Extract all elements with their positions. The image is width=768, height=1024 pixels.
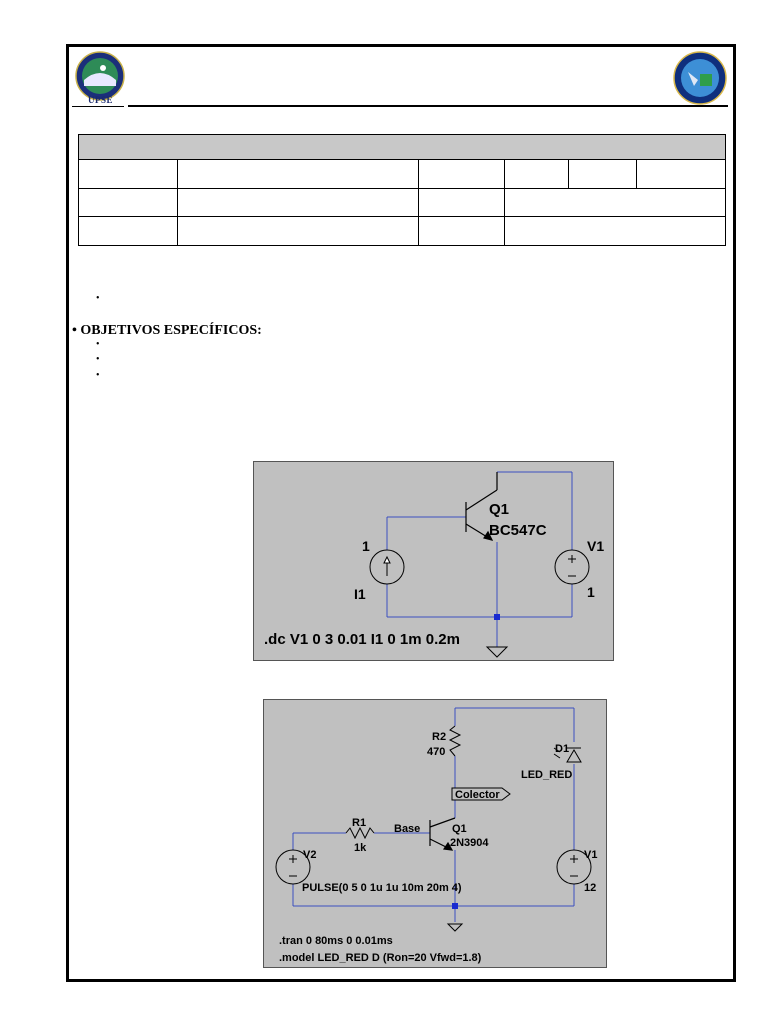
tran-directive-label: .tran 0 80ms 0 0.01ms — [279, 935, 393, 947]
q1-ref-label: Q1 — [489, 501, 510, 518]
table-row — [79, 217, 726, 246]
model-directive-label: .model LED_RED D (Ron=20 Vfwd=1.8) — [279, 952, 482, 964]
specific-objective-bullet: • — [96, 339, 100, 350]
d1-ref-label: D1 — [555, 743, 570, 755]
table-cell — [79, 217, 178, 246]
q1-ref-label: Q1 — [452, 823, 467, 835]
table-cell — [79, 189, 178, 217]
table-cell — [178, 217, 419, 246]
specific-objective-bullet: • — [96, 354, 100, 365]
r1-value-label: 1k — [354, 842, 367, 854]
ground-icon — [487, 647, 507, 657]
r2-value-label: 470 — [427, 746, 446, 758]
table-cell — [419, 160, 505, 189]
table-cell — [419, 217, 505, 246]
v2-value-label: PULSE(0 5 0 1u 1u 10m 20m 4) — [302, 882, 462, 894]
dc-directive-label: .dc V1 0 3 0.01 I1 0 1m 0.2m — [264, 631, 460, 648]
table-cell — [569, 160, 637, 189]
ground-icon — [448, 924, 462, 931]
circuit-schematic-led-switch — [263, 699, 607, 968]
header-rule-left — [72, 106, 124, 107]
voltage-source-v1-icon — [555, 550, 589, 584]
table-cell — [505, 160, 569, 189]
table-title-row — [79, 135, 726, 160]
resistor-r2-icon — [450, 726, 460, 756]
table-cell — [178, 189, 419, 217]
r2-ref-label: R2 — [432, 731, 447, 743]
table-cell — [505, 189, 726, 217]
general-objective-bullet: • — [96, 293, 100, 304]
info-table — [78, 134, 726, 246]
current-source-i1-icon — [370, 550, 404, 584]
table-title-cell — [79, 135, 726, 160]
i1-value-label: 1 — [362, 538, 370, 554]
v1-value-label: 1 — [587, 584, 595, 600]
university-seal-caption: UPSE — [88, 95, 114, 105]
table-cell — [79, 160, 178, 189]
table-row — [79, 189, 726, 217]
collector-label: Colector — [455, 789, 500, 801]
q1-model-label: 2N3904 — [450, 837, 489, 849]
junction-dot — [494, 614, 500, 620]
v1-ref-label: V1 — [587, 538, 605, 554]
specific-objectives-heading: • OBJETIVOS ESPECÍFICOS: — [72, 323, 262, 338]
resistor-r1-icon — [346, 828, 374, 838]
q1-model-label: BC547C — [489, 522, 547, 539]
faculty-seal-icon — [670, 50, 730, 106]
table-cell — [419, 189, 505, 217]
v1-ref-label: V1 — [584, 849, 598, 861]
table-row — [79, 160, 726, 189]
d1-model-label: LED_RED — [521, 769, 573, 781]
header-rule — [128, 105, 728, 107]
circuit-schematic-dc-sweep — [253, 461, 614, 661]
v2-ref-label: V2 — [303, 849, 317, 861]
r1-ref-label: R1 — [352, 817, 367, 829]
table-cell — [637, 160, 726, 189]
table-cell — [505, 217, 726, 246]
table-cell — [178, 160, 419, 189]
v1-value-label: 12 — [584, 882, 597, 894]
i1-ref-label: I1 — [354, 586, 366, 602]
junction-dot — [452, 903, 458, 909]
specific-objective-bullet: • — [96, 370, 100, 381]
base-label: Base — [394, 823, 421, 835]
